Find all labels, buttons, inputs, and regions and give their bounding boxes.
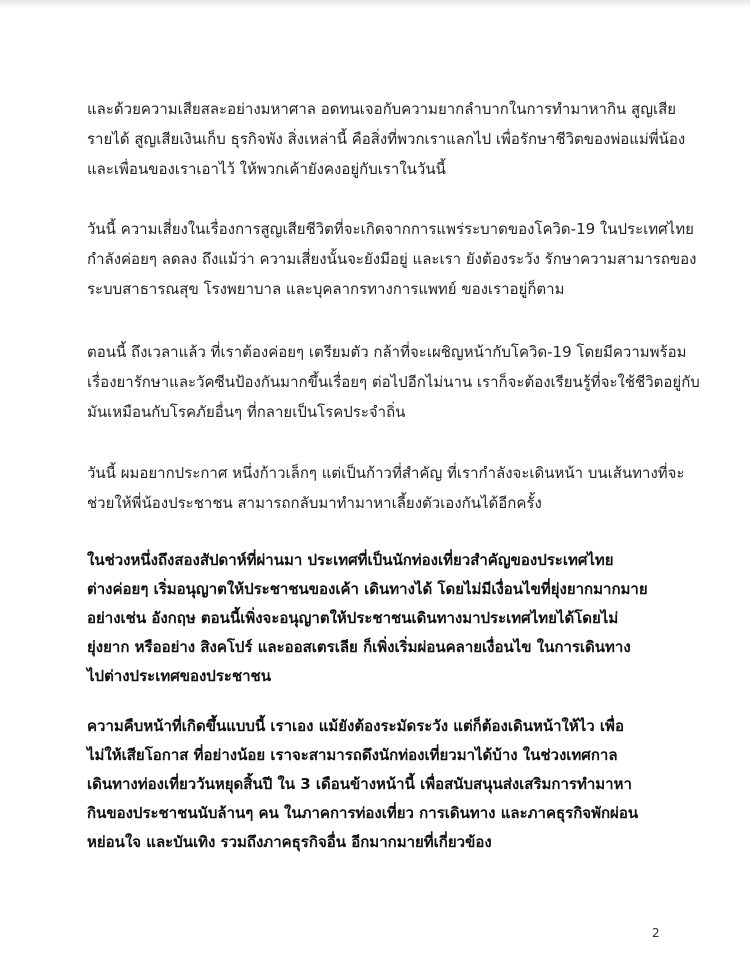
text-line: วันนี้ ความเสี่ยงในเรื่องการสูญเสียชีวิตที่จะเกิดจากการแพร่ระบาดของโควิด-19 ในประเทศไทย bbox=[87, 220, 694, 238]
text-line: ความคืบหน้าที่เกิดขึ้นแบบนี้ เราเอง แม้ยังต้องระมัดระวัง แต่ก็ต้องเดินหน้าให้ไว เพื่อ bbox=[87, 717, 624, 735]
paragraph-announcement bbox=[87, 458, 685, 518]
text-line: มันเหมือนกับโรคภัยอื่นๆ ที่กลายเป็นโรคประจำถิ่น bbox=[87, 403, 406, 421]
text-line: อย่างเช่น อังกฤษ ตอนนี้เพิ่งจะอนุญาตให้ประชาชนเดินทางมาประเทศไทยได้โดยไม่ bbox=[87, 609, 619, 627]
page-edge bbox=[0, 0, 750, 8]
text-line: และด้วยความเสียสละอย่างมหาศาล อดทนเจอกับความยากลำบากในการทำมาหากิน สูญเสีย bbox=[87, 100, 677, 118]
text-line: กำลังค่อยๆ ลดลง ถึงแม้ว่า ความเสี่ยงนั้นจะยังมีอยู่ และเรา ยังต้องระวัง รักษาความสามารถของ bbox=[87, 250, 697, 268]
text-line: เดินทางท่องเที่ยววันหยุดสิ้นปี ใน 3 เดือนข้างหน้านี้ เพื่อสนับสนุนส่งเสริมการทำมาหา bbox=[87, 775, 632, 793]
text-line: ระบบสาธารณสุข โรงพยาบาล และบุคลากรทางการแพทย์ ของเราอยู่ก็ตาม bbox=[87, 280, 565, 298]
paragraph-preparation bbox=[87, 337, 700, 427]
text-line: หย่อนใจ และบันเทิง รวมถึงภาคธุรกิจอื่น อีกมากมายที่เกี่ยวข้อง bbox=[87, 833, 492, 851]
text-line: ไปต่างประเทศของประชาชน bbox=[87, 667, 271, 685]
text-line: ตอนนี้ ถึงเวลาแล้ว ที่เราต้องค่อยๆ เตรียมตัว กล้าที่จะเผชิญหน้ากับโควิด-19 โดยมีความพร้อม bbox=[87, 343, 687, 361]
paragraph-travel-countries bbox=[87, 546, 648, 691]
text-line: ช่วยให้พี่น้องประชาชน สามารถกลับมาทำมาหาเลี้ยงตัวเองกันได้อีกครั้ง bbox=[87, 494, 542, 512]
text-line: วันนี้ ผมอยากประกาศ หนึ่งก้าวเล็กๆ แต่เป็นก้าวที่สำคัญ ที่เรากำลังจะเดินหน้า บนเส้นทางที่จะ bbox=[87, 464, 685, 482]
paragraph-progress bbox=[87, 712, 638, 857]
paragraph-sacrifice bbox=[87, 94, 685, 184]
text-line: ยุ่งยาก หรืออย่าง สิงคโปร์ และออสเตรเลีย ก็เพิ่งเริ่มผ่อนคลายเงื่อนไข ในการเดินทาง bbox=[87, 638, 631, 656]
paragraph-risk bbox=[87, 214, 697, 304]
text-line: ในช่วงหนึ่งถึงสองสัปดาห์ที่ผ่านมา ประเทศที่เป็นนักท่องเที่ยวสำคัญของประเทศไทย bbox=[87, 551, 614, 569]
text-line: รายได้ สูญเสียเงินเก็บ ธุรกิจพัง สิ่งเหล่านี้ คือสิ่งที่พวกเราแลกไป เพื่อรักษาชีวิตของพ่อแม่พี่น้อง bbox=[87, 130, 686, 148]
page-number: 2 bbox=[652, 926, 660, 940]
text-line: ต่างค่อยๆ เริ่มอนุญาตให้ประชาชนของเค้า เดินทางได้ โดยไม่มีเงื่อนไขที่ยุ่งยากมากมาย bbox=[87, 580, 648, 598]
text-line: เรื่องยารักษาและวัคซีนป้องกันมากขึ้นเรื่อยๆ ต่อไปอีกไม่นาน เราก็จะต้องเรียนรู้ที่จะใช้ชีวิตอยู่กับ bbox=[87, 373, 700, 391]
text-line: ไม่ให้เสียโอกาส ที่อย่างน้อย เราจะสามารถดึงนักท่องเที่ยวมาได้บ้าง ในช่วงเทศกาล bbox=[87, 746, 618, 764]
text-line: กินของประชาชนนับล้านๆ คน ในภาคการท่องเที่ยว การเดินทาง และภาคธุรกิจพักผ่อน bbox=[87, 804, 639, 822]
text-line: และเพื่อนของเราเอาไว้ ให้พวกเค้ายังคงอยู่กับเราในวันนี้ bbox=[87, 160, 446, 178]
